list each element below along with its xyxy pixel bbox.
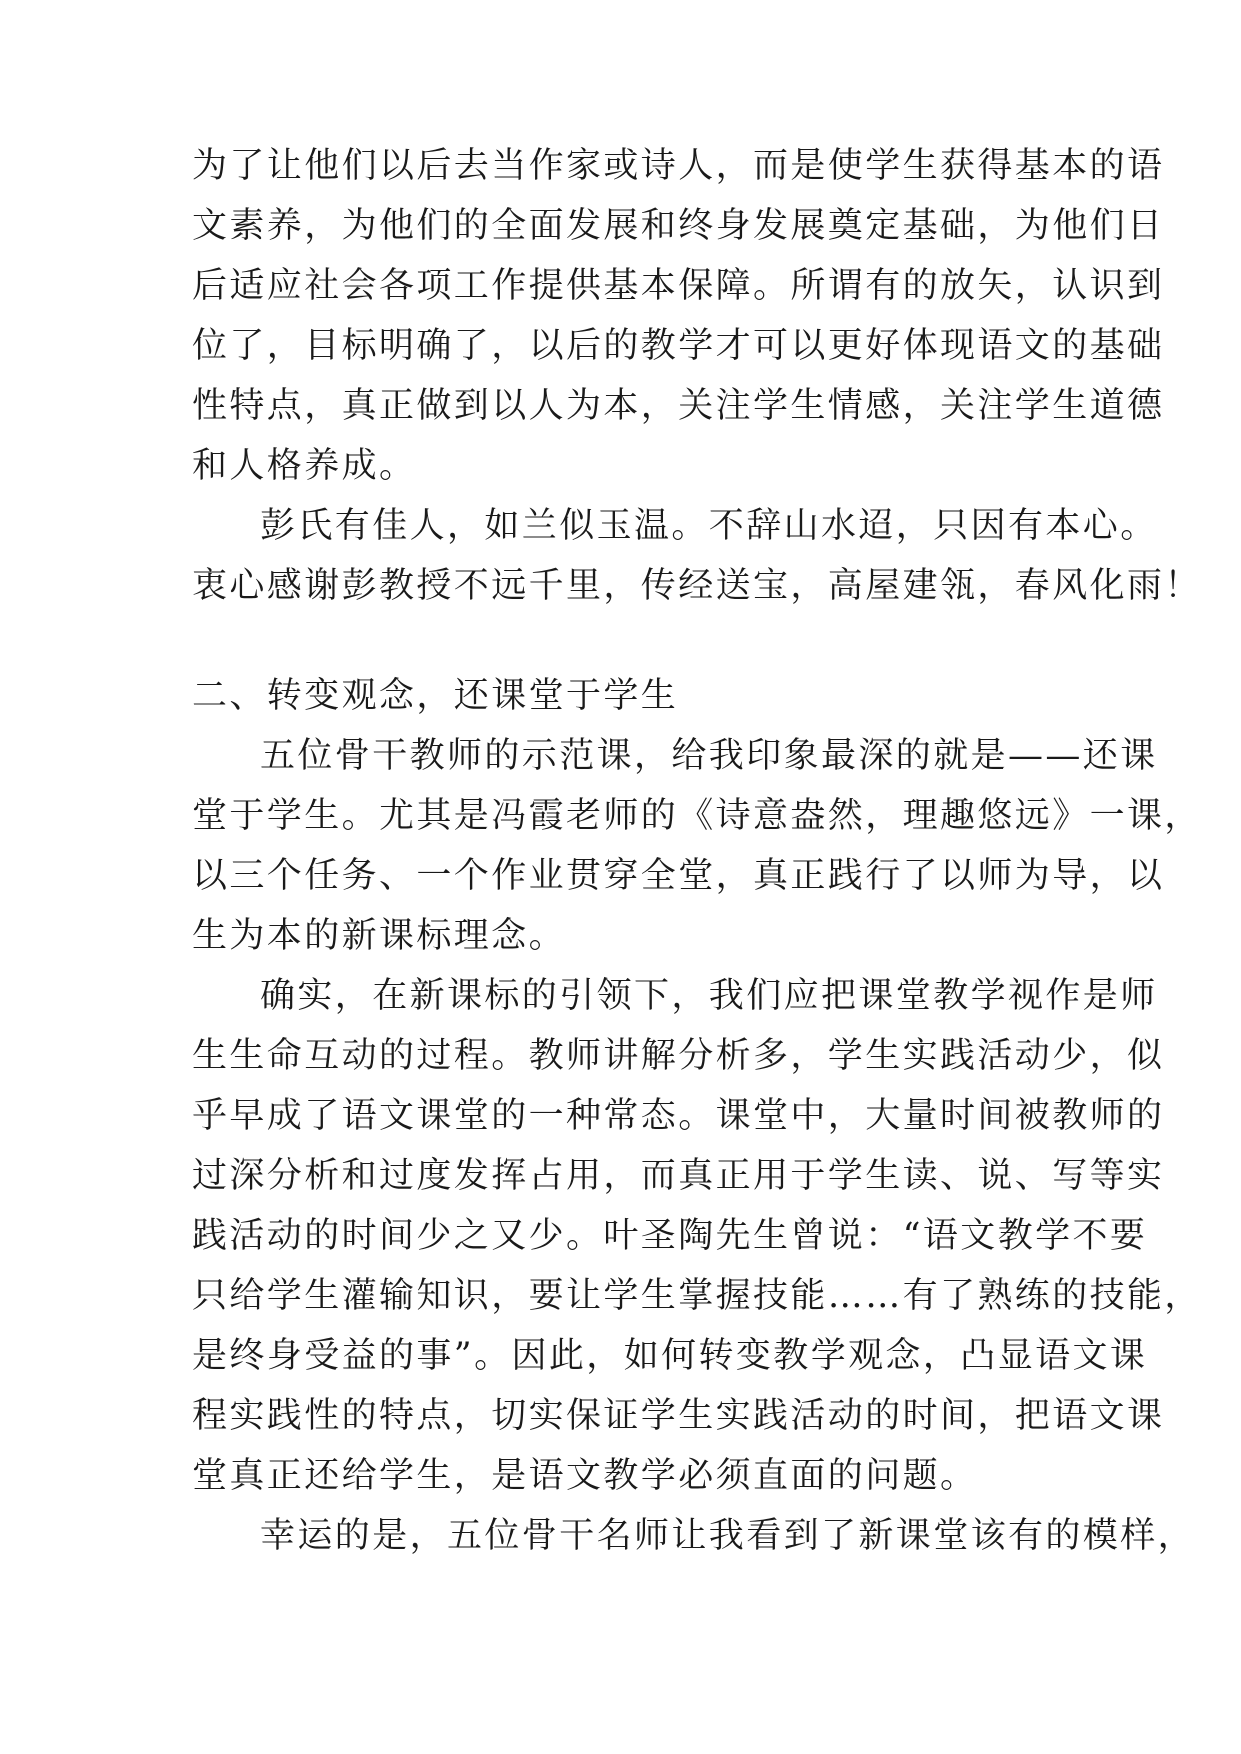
paragraph-line: 为了让他们以后去当作家或诗人，而是使学生获得基本的语 bbox=[192, 146, 1165, 186]
paragraph-line: 确实，在新课标的引领下，我们应把课堂教学视作是师 bbox=[260, 976, 1158, 1016]
paragraph-line: 后适应社会各项工作提供基本保障。所谓有的放矢，认识到 bbox=[192, 266, 1165, 306]
paragraph-line: 只给学生灌输知识，要让学生掌握技能……有了熟练的技能， bbox=[192, 1276, 1202, 1316]
paragraph-line: 和人格养成。 bbox=[192, 446, 417, 486]
paragraph-line: 是终身受益的事”。因此，如何转变教学观念，凸显语文课 bbox=[192, 1336, 1148, 1376]
paragraph-line: 以三个任务、一个作业贯穿全堂，真正践行了以师为导，以 bbox=[192, 856, 1165, 896]
paragraph-line: 五位骨干教师的示范课，给我印象最深的就是——还课 bbox=[260, 736, 1158, 776]
paragraph-line: 幸运的是，五位骨干名师让我看到了新课堂该有的模样， bbox=[260, 1516, 1196, 1556]
section-heading: 二、转变观念，还课堂于学生 bbox=[192, 676, 679, 716]
paragraph-line: 堂真正还给学生，是语文教学必须直面的问题。 bbox=[192, 1456, 978, 1496]
paragraph-line: 程实践性的特点，切实保证学生实践活动的时间，把语文课 bbox=[192, 1396, 1165, 1436]
paragraph-line: 生为本的新课标理念。 bbox=[192, 916, 567, 956]
paragraph-line: 过深分析和过度发挥占用，而真正用于学生读、说、写等实 bbox=[192, 1156, 1165, 1196]
paragraph-line: 堂于学生。尤其是冯霞老师的《诗意盎然，理趣悠远》一课， bbox=[192, 796, 1202, 836]
paragraph-line: 位了，目标明确了，以后的教学才可以更好体现语文的基础 bbox=[192, 326, 1165, 366]
paragraph-line: 彭氏有佳人，如兰似玉温。不辞山水迢，只因有本心。 bbox=[260, 506, 1158, 546]
paragraph-line: 性特点，真正做到以人为本，关注学生情感，关注学生道德 bbox=[192, 386, 1165, 426]
paragraph-line: 生生命互动的过程。教师讲解分析多，学生实践活动少，似 bbox=[192, 1036, 1165, 1076]
paragraph-line: 践活动的时间少之又少。叶圣陶先生曾说：“语文教学不要 bbox=[192, 1216, 1148, 1256]
paragraph-line: 文素养，为他们的全面发展和终身发展奠定基础，为他们日 bbox=[192, 206, 1165, 246]
paragraph-line: 衷心感谢彭教授不远千里，传经送宝，高屋建瓴，春风化雨！ bbox=[192, 566, 1202, 606]
paragraph-line: 乎早成了语文课堂的一种常态。课堂中，大量时间被教师的 bbox=[192, 1096, 1165, 1136]
